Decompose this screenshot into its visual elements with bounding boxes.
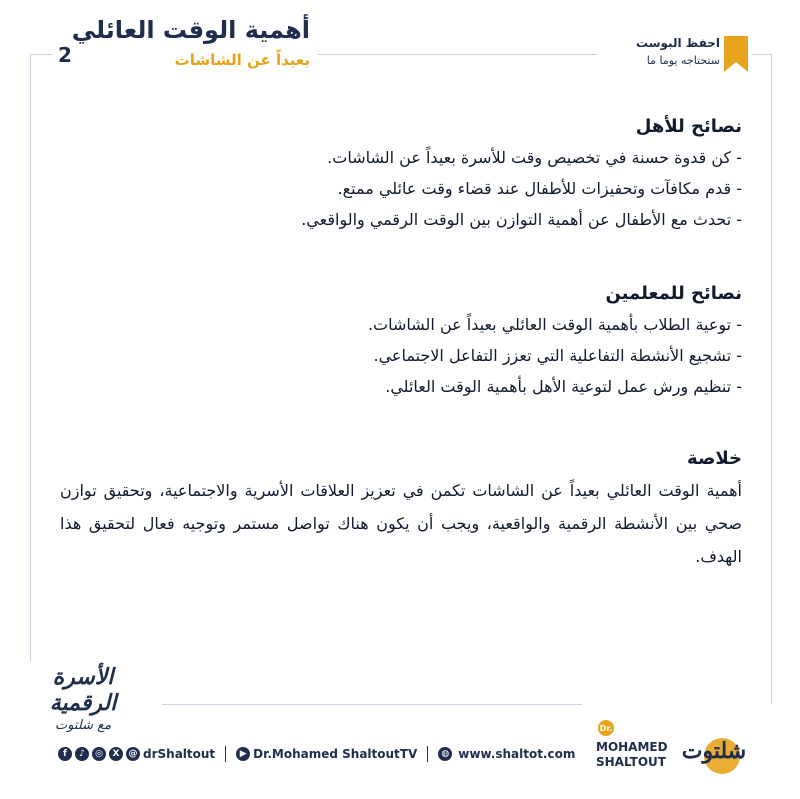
- main-content: [60, 112, 742, 573]
- logo-name: [596, 740, 668, 770]
- bullet-item: - تشجيع الأنشطة التفاعلية التي تعزز التفاعل الاجتماعي.: [373, 346, 742, 365]
- page-title: أهمية الوقت العائلي: [71, 16, 310, 44]
- divider: [225, 746, 226, 762]
- page-number: 2: [58, 43, 72, 67]
- logo-mark-text: شلتوت: [681, 738, 747, 764]
- logo-name-line-1: MOHAMED: [596, 740, 668, 754]
- logo-name-line-2: SHALTOUT: [596, 755, 666, 769]
- bullet-item: - كن قدوة حسنة في تخصيص وقت للأسرة بعيداً عن الشاشات.: [327, 148, 742, 167]
- logo-dr-badge: Dr.: [598, 720, 614, 736]
- at-icon: @: [126, 747, 140, 761]
- title-block: [71, 14, 310, 70]
- youtube-icon: ▶: [236, 747, 250, 761]
- section-heading: نصائح للمعلمين: [605, 283, 742, 304]
- tiktok-icon[interactable]: ♪: [75, 747, 89, 761]
- frame-top-right-line: [752, 54, 772, 55]
- section-heading: نصائح للأهل: [635, 116, 742, 137]
- section-conclusion: [60, 444, 742, 573]
- brand-line-2: مع شلتوت: [54, 718, 112, 733]
- frame-right-line: [771, 54, 772, 704]
- frame-top-left-line: [30, 54, 52, 55]
- social-handle[interactable]: drShaltout: [143, 747, 216, 761]
- conclusion-heading: خلاصة: [687, 448, 742, 469]
- frame-left-line: [30, 54, 31, 662]
- brand-line-1: الأسرة الرقمية: [49, 664, 117, 716]
- frame-top-mid-line: [318, 54, 598, 55]
- save-post-subtitle: ستحتاجه يوما ما: [646, 54, 720, 67]
- divider: [427, 746, 428, 762]
- save-post-title: احفظ البوست: [636, 36, 720, 50]
- shaltout-logo-mark: [678, 706, 750, 782]
- section-parents: [60, 112, 742, 235]
- youtube-channel[interactable]: Dr.Mohamed ShaltoutTV: [253, 747, 418, 761]
- conclusion-text: أهمية الوقت العائلي بعيداً عن الشاشات تكمن في تعزيز العلاقات الأسرية والاجتماعية، وتحقيق توازن صحي بين الأنشطة الرقمية والواقعية، ويجب أن يكون هناك تواصل مستمر وتوجيه فعال لتحقيق هذا الهدف.: [60, 481, 742, 566]
- website-link[interactable]: www.shaltot.com: [458, 747, 576, 761]
- bookmark-icon: [724, 36, 748, 72]
- brand-script-logo: [18, 664, 148, 733]
- instagram-icon[interactable]: ◎: [92, 747, 106, 761]
- page-subtitle: بعيداً عن الشاشات: [174, 51, 310, 69]
- footer-links: [58, 744, 575, 764]
- save-post-block: [608, 36, 720, 67]
- section-teachers: [60, 279, 742, 402]
- facebook-icon[interactable]: f: [58, 747, 72, 761]
- x-icon[interactable]: X: [109, 747, 123, 761]
- frame-bottom-line: [162, 704, 582, 705]
- bullet-item: - تحدث مع الأطفال عن أهمية التوازن بين الوقت الرقمي والواقعي.: [301, 210, 742, 229]
- globe-icon: ◍: [438, 747, 452, 761]
- bullet-item: - قدم مكافآت وتحفيزات للأطفال عند قضاء وقت عائلي ممتع.: [337, 179, 742, 198]
- bullet-item: - توعية الطلاب بأهمية الوقت العائلي بعيداً عن الشاشات.: [367, 315, 742, 334]
- bullet-item: - تنظيم ورش عمل لتوعية الأهل بأهمية الوقت العائلي.: [385, 377, 742, 396]
